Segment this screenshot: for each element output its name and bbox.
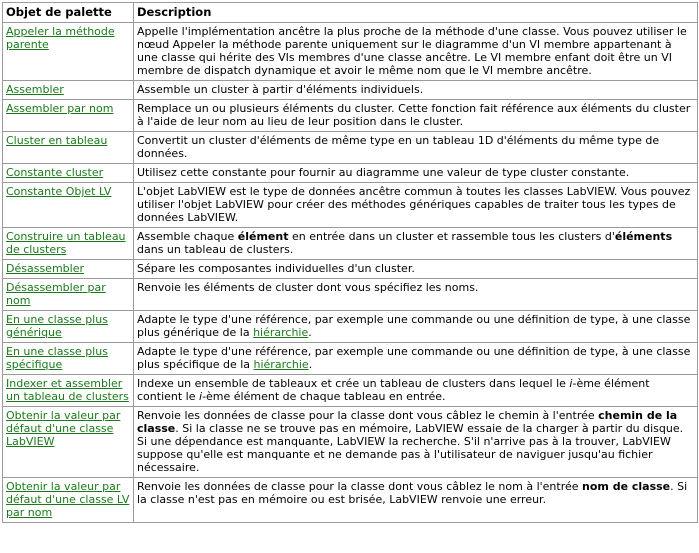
palette-object-link[interactable]: Assembler par nom xyxy=(6,102,114,115)
description-text: Assemble chaque xyxy=(137,230,238,243)
palette-object-link[interactable]: Obtenir la valeur par défaut d'une classe LV par nom xyxy=(6,480,130,519)
description-text: Appelle l'implémentation ancêtre la plus proche de la méthode d'une classe. Vous pouvez utiliser le nœud Appeler la méthode parente uniquement sur le diagramme d'un VI membre appartenant à une classe qui hérite des VIs membres d'une classe ancêtre. Le VI membre enfant doit être un VI membre de dispatch dynamique et avoir le même nom que le VI membre ancêtre. xyxy=(137,25,687,77)
description-text: Renvoie les éléments de cluster dont vous spécifiez les noms. xyxy=(137,281,479,294)
description-text: -ème élément de chaque tableau en entrée. xyxy=(202,390,446,403)
table-row xyxy=(3,132,698,164)
palette-object-cell xyxy=(3,183,134,228)
description-cell xyxy=(134,279,698,311)
palette-object-link[interactable]: Construire un tableau de clusters xyxy=(6,230,126,256)
description-text: Sépare les composantes individuelles d'un cluster. xyxy=(137,262,415,275)
header-description: Description xyxy=(134,3,698,23)
table-row xyxy=(3,228,698,260)
table-body xyxy=(3,23,698,523)
table-row xyxy=(3,183,698,228)
palette-object-cell xyxy=(3,164,134,183)
description-text: Renvoie les données de classe pour la classe dont vous câblez le chemin à l'entrée xyxy=(137,409,599,422)
table-row xyxy=(3,375,698,407)
palette-object-link[interactable]: Désassembler par nom xyxy=(6,281,106,307)
description-cell xyxy=(134,100,698,132)
palette-object-link[interactable]: Désassembler xyxy=(6,262,84,275)
description-cell xyxy=(134,23,698,81)
italic-term: i xyxy=(569,377,573,390)
palette-object-link[interactable]: Assembler xyxy=(6,83,64,96)
hierarchy-link[interactable]: hiérarchie xyxy=(253,358,309,371)
table-row xyxy=(3,311,698,343)
description-cell xyxy=(134,343,698,375)
description-text: Convertit un cluster d'éléments de même type en un tableau 1D d'éléments du même type de données. xyxy=(137,134,660,160)
description-text: Indexe un ensemble de tableaux et crée un tableau de clusters dans lequel le xyxy=(137,377,570,390)
palette-object-link[interactable]: En une classe plus générique xyxy=(6,313,108,339)
palette-object-cell xyxy=(3,260,134,279)
table-row xyxy=(3,100,698,132)
palette-object-cell xyxy=(3,343,134,375)
bold-term: éléments xyxy=(614,230,673,243)
hierarchy-link[interactable]: hiérarchie xyxy=(253,326,309,339)
description-cell xyxy=(134,164,698,183)
description-text: dans un tableau de clusters. xyxy=(137,243,294,256)
bold-term: élément xyxy=(237,230,289,243)
description-cell xyxy=(134,132,698,164)
palette-object-cell xyxy=(3,81,134,100)
table-row xyxy=(3,279,698,311)
description-cell xyxy=(134,81,698,100)
description-text: Utilisez cette constante pour fournir au diagramme une valeur de type cluster constante. xyxy=(137,166,630,179)
description-text: L'objet LabVIEW est le type de données ancêtre commun à toutes les classes LabVIEW. Vous pouvez utiliser l'objet LabVIEW pour créer des méthodes génériques capables de traiter tous les types de données LabVIEW. xyxy=(137,185,691,224)
palette-object-link[interactable]: Cluster en tableau xyxy=(6,134,108,147)
description-cell xyxy=(134,478,698,523)
palette-object-cell xyxy=(3,23,134,81)
palette-object-cell xyxy=(3,375,134,407)
palette-object-link[interactable]: Appeler la méthode parente xyxy=(6,25,115,51)
palette-object-link[interactable]: Indexer et assembler un tableau de clusters xyxy=(6,377,129,403)
palette-object-cell xyxy=(3,407,134,478)
description-text: . Si la classe ne se trouve pas en mémoire, LabVIEW essaie de la charger à partir du disque. Si une dépendance est manquante, LabVIEW la recherche. S'il n'arrive pas à la trouver, LabVIEW suppose qu'elle est manquante et ne demande pas à l'utilisateur de naviguer jusqu'au fichier nécessaire. xyxy=(137,422,684,474)
palette-object-link[interactable]: Constante Objet LV xyxy=(6,185,112,198)
table-row xyxy=(3,478,698,523)
table-row xyxy=(3,164,698,183)
palette-object-link[interactable]: Obtenir la valeur par défaut d'une classe LabVIEW xyxy=(6,409,121,448)
palette-object-cell xyxy=(3,228,134,260)
table-row xyxy=(3,343,698,375)
palette-objects-table xyxy=(2,2,698,523)
table-row xyxy=(3,81,698,100)
description-text: Renvoie les données de classe pour la classe dont vous câblez le nom à l'entrée xyxy=(137,480,583,493)
description-text: . xyxy=(308,358,313,371)
description-text: Remplace un ou plusieurs éléments du cluster. Cette fonction fait référence aux éléments du cluster à l'aide de leur nom au lieu de leur position dans le cluster. xyxy=(137,102,691,128)
description-text: Adapte le type d'une référence, par exemple une commande ou une définition de type, à une classe plus spécifique de la xyxy=(137,345,691,371)
table-header-row xyxy=(3,3,698,23)
palette-object-cell xyxy=(3,100,134,132)
description-text: . Si la classe n'est pas en mémoire ou est brisée, LabVIEW renvoie une erreur. xyxy=(137,480,688,506)
palette-object-cell xyxy=(3,279,134,311)
description-cell xyxy=(134,407,698,478)
palette-object-cell xyxy=(3,478,134,523)
header-palette-object: Objet de palette xyxy=(3,3,134,23)
bold-term: nom de classe xyxy=(582,480,671,493)
description-text: -ème élément contient le xyxy=(137,377,650,403)
description-cell xyxy=(134,228,698,260)
italic-term: i xyxy=(199,390,203,403)
palette-object-cell xyxy=(3,311,134,343)
palette-object-link[interactable]: En une classe plus spécifique xyxy=(6,345,108,371)
description-cell xyxy=(134,260,698,279)
description-text: . xyxy=(308,326,312,339)
description-text: en entrée dans un cluster et rassemble tous les clusters d' xyxy=(288,230,615,243)
table-row xyxy=(3,260,698,279)
table-row xyxy=(3,23,698,81)
description-text: Adapte le type d'une référence, par exemple une commande ou une définition de type, à une classe plus générique de la xyxy=(137,313,691,339)
table-row xyxy=(3,407,698,478)
description-text: Assemble un cluster à partir d'éléments individuels. xyxy=(137,83,424,96)
description-cell xyxy=(134,375,698,407)
description-cell xyxy=(134,183,698,228)
palette-object-link[interactable]: Constante cluster xyxy=(6,166,104,179)
bold-term: chemin de la classe xyxy=(137,409,678,435)
palette-object-cell xyxy=(3,132,134,164)
description-cell xyxy=(134,311,698,343)
